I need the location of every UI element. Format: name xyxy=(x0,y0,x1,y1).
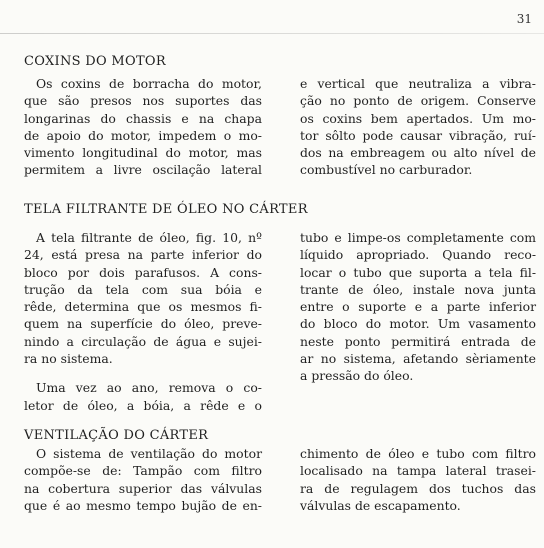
text-line: vimento longitudinal do motor, mas xyxy=(24,145,262,161)
text-line: compõe-se de: Tampão com filtro xyxy=(24,463,262,479)
text-line: permitem a livre oscilação lateral xyxy=(24,162,262,178)
text-line: Os coxins de borracha do motor, xyxy=(36,76,262,91)
text-line: O sistema de ventilação do motor xyxy=(36,446,262,461)
section-title-ventilacao: VENTILAÇÃO DO CÁRTER xyxy=(24,428,209,443)
text-line: do bloco do motor. Um vasamento xyxy=(300,316,536,332)
text-line: ção no ponto de origem. Conserve xyxy=(300,93,536,109)
text-line: trução da tela com sua bóia e xyxy=(24,281,262,297)
text-line: dos na embreagem ou alto nível de xyxy=(300,145,536,161)
text-line: rêde, determina que os mesmos fi- xyxy=(24,299,262,315)
text-line: válvulas de escapamento. xyxy=(300,497,461,513)
header-rule xyxy=(0,33,544,34)
text-line: e vertical que neutraliza a vibra- xyxy=(300,76,536,91)
text-line: que é ao mesmo tempo bujão de en- xyxy=(24,497,262,513)
text-line: 24, está presa na parte inferior do xyxy=(24,247,262,263)
text-line: quem na superfície do óleo, preve- xyxy=(24,316,262,332)
ventilacao-right-column xyxy=(300,445,536,514)
text-line: que são presos nos suportes das xyxy=(24,93,262,109)
text-line: longarinas do chassis e na chapa xyxy=(24,110,262,126)
text-line: ar no sistema, afetando sèriamente xyxy=(300,351,536,367)
text-line: entre o suporte e a parte inferior xyxy=(300,299,536,315)
section-title-tela-filtrante: TELA FILTRANTE DE ÓLEO NO CÁRTER xyxy=(24,202,308,217)
text-line: bloco por dois parafusos. A cons- xyxy=(24,264,262,280)
text-line: líquido apropriado. Quando reco- xyxy=(300,247,536,263)
ventilacao-left-column xyxy=(24,445,262,514)
text-line: de apoio do motor, impedem o mo- xyxy=(24,127,262,143)
text-line: combustível no carburador. xyxy=(300,162,473,178)
coxins-left-column xyxy=(24,75,262,179)
text-line: chimento de óleo e tubo com filtro xyxy=(300,446,536,461)
text-line: nindo a circulação de água e sujei- xyxy=(24,333,262,349)
section-title-coxins: COXINS DO MOTOR xyxy=(24,54,166,69)
text-line: a pressão do óleo. xyxy=(300,368,414,384)
text-line: localisado na tampa lateral trasei- xyxy=(300,463,536,479)
text-line: trante de óleo, instale nova junta xyxy=(300,281,536,297)
coxins-right-column xyxy=(300,75,536,179)
text-line: os coxins bem apertados. Um mo- xyxy=(300,110,536,126)
tela-right-column xyxy=(300,229,536,385)
text-line: A tela filtrante de óleo, fig. 10, nº xyxy=(36,230,262,245)
text-line: tor sôlto pode causar vibração, ruí- xyxy=(300,127,536,143)
text-line: tubo e limpe-os completamente com xyxy=(300,230,536,245)
tela-left-column xyxy=(24,229,262,414)
text-line: letor de óleo, a bóia, a rêde e o xyxy=(24,397,262,413)
text-line: locar o tubo que suporta a tela fil- xyxy=(300,264,536,280)
text-line: neste ponto permitirá entrada de xyxy=(300,333,536,349)
text-line: ra de regulagem dos tuchos das xyxy=(300,480,536,496)
text-line: na cobertura superior das válvulas xyxy=(24,480,262,496)
text-line: ra no sistema. xyxy=(24,351,113,367)
page-number: 31 xyxy=(516,12,532,26)
text-line: Uma vez ao ano, remova o co- xyxy=(36,380,262,396)
